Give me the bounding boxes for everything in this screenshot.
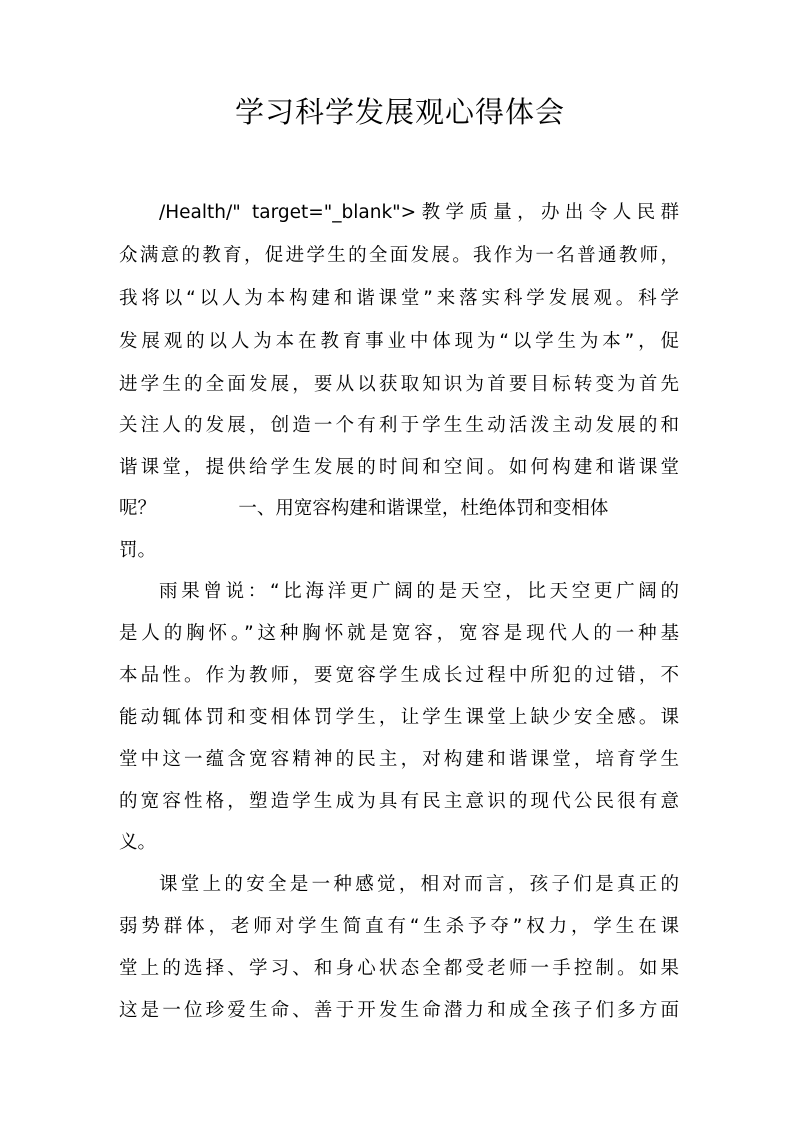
paragraph-3-line-4: 这是一位珍爱生命、善于开发生命潜力和成全孩子们多方面 xyxy=(119,1000,679,1021)
paragraph-1-line-8: 呢？ 一、用宽容构建和谐课堂，杜绝体罚和变相体 xyxy=(119,498,609,519)
paragraph-3-line-1: 课堂上的安全是一种感觉，相对而言，孩子们是真正的 xyxy=(159,874,679,895)
paragraph-2-line-2: 是人的胸怀。”这种胸怀就是宽容，宽容是现代人的一种基 xyxy=(119,623,679,644)
paragraph-3-line-2: 弱势群体，老师对学生简直有“生杀予夺”权力，学生在课 xyxy=(119,916,679,937)
paragraph-1-line-2: 众满意的教育，促进学生的全面发展。我作为一名普通教师， xyxy=(119,245,679,266)
paragraph-1-line-6: 关注人的发展，创造一个有利于学生生动活泼主动发展的和 xyxy=(119,415,679,436)
paragraph-2-line-6: 的宽容性格，塑造学生成为具有民主意识的现代公民很有意 xyxy=(119,791,679,812)
paragraph-2-line-1: 雨果曾说：“比海洋更广阔的是天空，比天空更广阔的 xyxy=(159,581,679,602)
document-title: 学习科学发展观心得体会 xyxy=(234,95,565,129)
paragraph-1-line-3: 我将以“以人为本构建和谐课堂”来落实科学发展观。科学 xyxy=(119,288,679,309)
paragraph-1-line-7: 谐课堂，提供给学生发展的时间和空间。如何构建和谐课堂 xyxy=(119,457,679,478)
paragraph-2-line-7: 义。 xyxy=(119,832,157,853)
paragraph-2-line-5: 堂中这一蕴含宽容精神的民主，对构建和谐课堂，培育学生 xyxy=(119,749,679,770)
paragraph-2-line-4: 能动辄体罚和变相体罚学生，让学生课堂上缺少安全感。课 xyxy=(119,707,679,728)
paragraph-1-line-9: 罚。 xyxy=(119,540,157,561)
paragraph-2-line-3: 本品性。作为教师，要宽容学生成长过程中所犯的过错，不 xyxy=(119,665,679,686)
paragraph-3-line-3: 堂上的选择、学习、和身心状态全都受老师一手控制。如果 xyxy=(119,958,679,979)
paragraph-1-line-1: /Health/" target="_blank">教学质量，办出令人民群 xyxy=(159,202,679,223)
paragraph-1-line-5: 进学生的全面发展，要从以获取知识为首要目标转变为首先 xyxy=(119,374,679,395)
paragraph-1-line-4: 发展观的以人为本在教育事业中体现为“以学生为本”，促 xyxy=(119,331,679,352)
